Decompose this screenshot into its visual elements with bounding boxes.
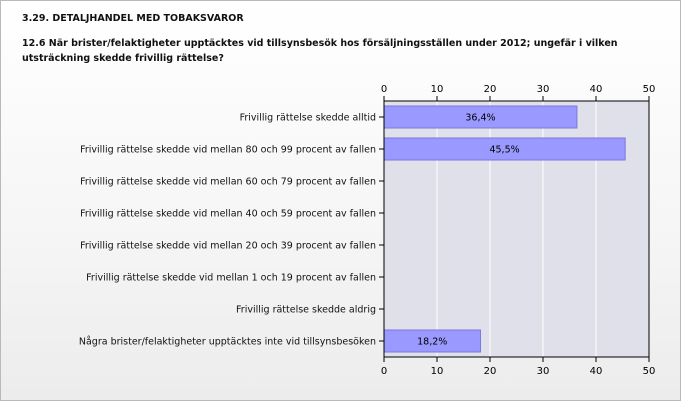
tick-label-top: 20	[483, 84, 497, 95]
bar-data-label: 18,2%	[417, 336, 448, 348]
category-label: Frivillig rättelse skedde vid mellan 80 och 99 procent av fallen	[80, 144, 376, 156]
tick-label-bottom: 40	[589, 366, 603, 377]
category-label: Frivillig rättelse skedde vid mellan 40 och 59 procent av fallen	[80, 208, 376, 220]
category-label: Några brister/felaktigheter upptäcktes inte vid tillsynsbesöken	[78, 336, 376, 348]
bar-data-label: 36,4%	[465, 112, 496, 124]
question-text: 12.6 När brister/felaktigheter upptäcktes vid tillsynsbesök hos försäljningsställen under 2012; ungefär i vilken utsträckning skedde frivillig rättelse?	[22, 38, 618, 64]
section-title: 3.29. DETALJHANDEL MED TOBAKSVAROR	[22, 13, 244, 24]
tick-label-bottom: 0	[380, 366, 388, 377]
tick-label-top: 30	[536, 84, 550, 95]
tick-label-top: 50	[642, 84, 656, 95]
category-label: Frivillig rättelse skedde vid mellan 20 och 39 procent av fallen	[80, 240, 376, 252]
tick-label-bottom: 10	[430, 366, 444, 377]
tick-label-top: 40	[589, 84, 603, 95]
tick-label-top: 0	[380, 84, 388, 95]
tick-label-top: 10	[430, 84, 444, 95]
category-label: Frivillig rättelse skedde vid mellan 1 och 19 procent av fallen	[86, 272, 376, 284]
tick-label-bottom: 20	[483, 366, 497, 377]
category-label: Frivillig rättelse skedde alltid	[239, 112, 376, 124]
category-label: Frivillig rättelse skedde aldrig	[236, 304, 376, 316]
tick-label-bottom: 30	[536, 366, 550, 377]
category-label: Frivillig rättelse skedde vid mellan 60 och 79 procent av fallen	[80, 176, 376, 188]
bar-data-label: 45,5%	[489, 144, 520, 156]
tick-label-bottom: 50	[642, 366, 656, 377]
